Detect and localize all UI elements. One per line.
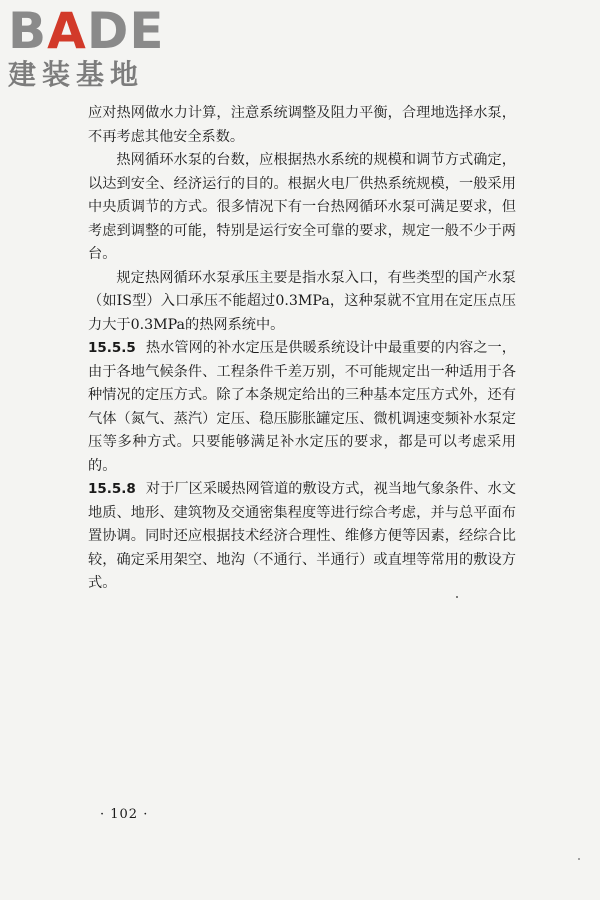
paragraph-continuation: 应对热网做水力计算，注意系统调整及阻力平衡，合理地选择水泵，不再考虑其他安全系数。 [88,105,516,145]
clause-text: 热水管网的补水定压是供暖系统设计中最重要的内容之一，由于各地气候条件、工程条件千差万别，不可能规定出一种适用于各种情况的定压方式。除了本条规定给出的三种基本定压方式外，还有气体（氮气、蒸汽）定压、稳压膨胀罐定压、微机调速变频补水泵定压等多种方式。只要能够满足补水定压的要求，都是可以考虑采用的。 [88,340,516,474]
scan-speck [578,858,580,860]
logo-mark-a: A [47,2,87,60]
clause-15-5-8 [88,478,516,596]
paragraph-pump-pressure: 规定热网循环水泵承压主要是指水泵入口，有些类型的国产水泵（如IS型）入口承压不能超过0.3MPa，这种泵就不宜用在定压点压力大于0.3MPa的热网系统中。 [88,269,516,333]
logo-mark [8,2,178,60]
logo-subtitle: 建装基地 [8,58,145,91]
page-body [88,102,516,596]
bade-logo [8,2,178,92]
paragraph-pump-count: 热网循环水泵的台数，应根据热水系统的规模和调节方式确定，以达到安全、经济运行的目的。根据火电厂供热系统规模，一般采用中央质调节的方式。很多情况下有一台热网循环水泵可满足要求，但考虑到调整的可能，特别是运行安全可靠的要求，规定一般不少于两台。 [88,152,516,262]
scan-speck [456,596,458,598]
clause-number: 15.5.8 [88,481,136,497]
clause-text: 对于厂区采暖热网管道的敷设方式，视当地气象条件、水文地质、地形、建筑物及交通密集程度等进行综合考虑，并与总平面布置协调。同时还应根据技术经济合理性、维修方便等因素，经综合比较，确定采用架空、地沟（不通行、半通行）或直埋等常用的敷设方式。 [88,481,516,591]
logo-mark-de: DE [86,2,165,60]
page-number: · 102 · [100,807,149,822]
logo-mark-b: B [8,2,48,60]
clause-number: 15.5.5 [88,340,136,356]
clause-15-5-5 [88,337,516,478]
